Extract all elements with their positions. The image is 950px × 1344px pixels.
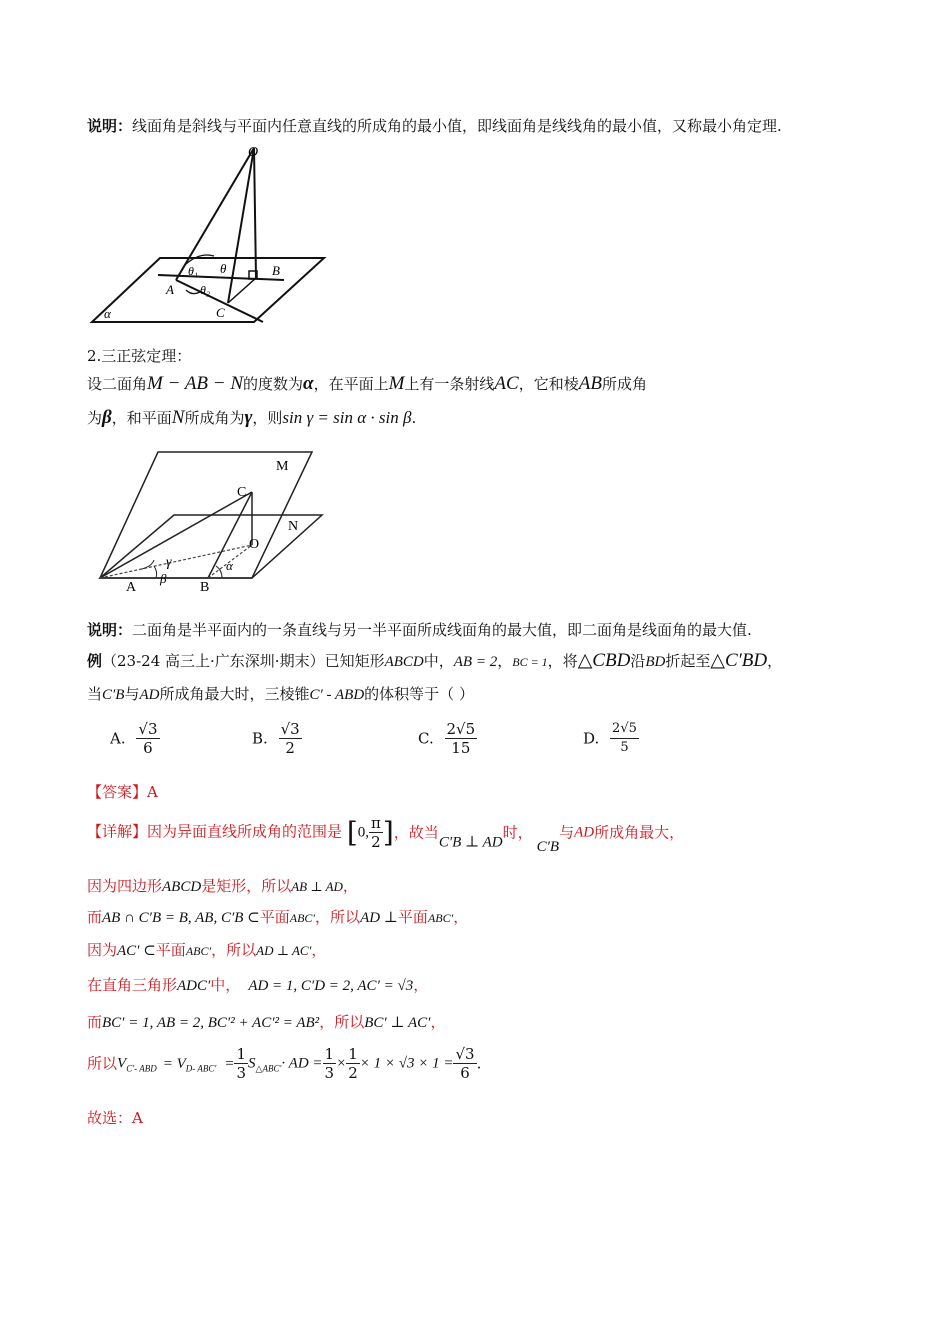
interval-left: 0, — [357, 824, 369, 841]
angle-arc-beta — [154, 566, 157, 578]
label-M: M — [276, 459, 289, 474]
label-B: B — [200, 580, 210, 595]
note-label: 说明： — [87, 621, 133, 639]
label-C: C — [237, 485, 247, 500]
bc-value: BC = 1 — [512, 655, 548, 669]
option-b[interactable] — [252, 720, 302, 757]
text: 设二面角 — [87, 375, 148, 393]
option-letter: A. — [110, 729, 126, 748]
area-subscript: △ABC′ — [255, 1063, 282, 1074]
solution-line-1 — [87, 814, 684, 857]
perp-cb-ad: C′B ⊥ AD — [438, 834, 503, 851]
text: ，所以 — [211, 941, 257, 959]
equals-v: = V — [162, 1055, 186, 1072]
text: ，和平面 — [111, 409, 172, 427]
denominator: 2 — [285, 739, 295, 757]
figure-line-plane-angle — [88, 140, 333, 330]
label-O: O — [248, 145, 259, 160]
denominator: 6 — [460, 1064, 470, 1082]
numerator: π — [371, 814, 381, 832]
ray-AC: AC — [494, 373, 519, 394]
period: . — [476, 1054, 482, 1073]
perp-bc-ac: BC′ ⊥ AC′ — [364, 1015, 431, 1031]
text: 平面 — [155, 941, 186, 959]
subset-expr: AC′ ⊂ — [117, 943, 156, 959]
ad: AD — [139, 687, 160, 703]
lengths-expr: AD = 1, C′D = 2, AC′ = √3 — [248, 978, 414, 994]
text: 所成角为 — [184, 409, 245, 427]
interval-bracket: [ — [346, 815, 358, 849]
section-2-line-2 — [87, 408, 416, 428]
text: 的度数为 — [243, 375, 304, 393]
rect-name: ABCD — [384, 654, 424, 670]
denominator: 3 — [324, 1064, 335, 1082]
solution-line-6 — [87, 1012, 445, 1033]
text: ， — [413, 976, 429, 994]
triangle-adc: ADC′ — [177, 978, 211, 994]
text: 平面 — [397, 908, 428, 926]
note-text: 二面角是半平面内的一条直线与另一半平面所成线面角的最大值，即二面角是线面角的最大值. — [132, 621, 752, 639]
numerator: 1 — [348, 1045, 358, 1063]
ab-value: AB = 2 — [453, 654, 498, 670]
label-alpha: α — [226, 558, 233, 573]
text: ，则 — [252, 409, 283, 427]
figure-three-sines — [96, 448, 331, 598]
text: 所成角 — [601, 375, 647, 393]
alpha-symbol: α — [303, 373, 314, 394]
final-choice: 故选：A — [87, 1109, 143, 1127]
label-O: O — [249, 537, 260, 552]
text: 所成角最大时，三棱锥 — [159, 685, 310, 703]
text: 折起至 — [665, 652, 711, 670]
numerator: √3 — [280, 720, 300, 738]
label-A: A — [166, 282, 174, 297]
text: （23-24 高三上·广东深圳·期末）已知矩形 — [102, 652, 385, 670]
text: ，它和棱 — [518, 375, 579, 393]
text: 而 — [87, 908, 103, 926]
numerator: 2√5 — [446, 720, 476, 738]
plane-M: M — [388, 373, 405, 394]
text: 与 — [559, 823, 575, 842]
text: ， — [311, 941, 327, 959]
dot-ad: · AD = — [281, 1055, 323, 1072]
interval-fraction — [369, 814, 383, 851]
denominator: 5 — [620, 740, 629, 755]
rect-name: ABCD — [162, 879, 202, 895]
text: 因为四边形 — [87, 877, 163, 895]
section-2-line-1 — [87, 374, 647, 394]
answer-value: A — [147, 783, 158, 801]
angle-arc-gamma — [142, 560, 154, 569]
text: ，所以 — [315, 908, 361, 926]
text: ，在平面上 — [313, 375, 389, 393]
intersection-expr: AB ∩ C′B = B, AB, C′B ⊂ — [102, 910, 260, 926]
text: 是矩形，所以 — [201, 877, 292, 895]
volume-subscript: C′- ABD — [126, 1063, 157, 1074]
answer-label: 【答案】 — [87, 783, 148, 801]
label-beta: β — [160, 571, 167, 586]
text: ， — [342, 877, 358, 895]
text: 中， — [423, 652, 454, 670]
text: ， — [430, 1013, 446, 1031]
example-label: 例 — [87, 652, 103, 670]
text: 所成角最大， — [594, 823, 685, 842]
text: . — [411, 409, 417, 427]
bd: BD — [645, 654, 666, 670]
ad: AD — [574, 824, 595, 841]
note-label: 说明： — [87, 117, 133, 135]
text: 中， — [210, 976, 241, 994]
numerator: √3 — [138, 720, 158, 738]
triangle-2: △C′BD — [710, 650, 768, 671]
text: ， — [453, 908, 469, 926]
numerator: 1 — [236, 1045, 247, 1063]
area-symbol: S — [248, 1055, 256, 1072]
option-fraction — [610, 720, 639, 757]
plane-abc: ABC′ — [289, 911, 316, 925]
solution-line-3 — [87, 907, 468, 928]
text: 为 — [87, 409, 103, 427]
text: 的体积等于（ ） — [364, 685, 474, 703]
label-C: C — [216, 305, 225, 320]
label-gamma: γ — [166, 555, 172, 570]
label-theta1: θ₁ — [188, 264, 199, 278]
gamma-symbol: γ — [244, 407, 253, 428]
example-line-1 — [87, 651, 782, 672]
option-letter: B. — [252, 729, 268, 748]
label-theta2: θ₂ — [200, 283, 211, 297]
plane-abc: ABC′ — [427, 911, 454, 925]
cb: C′B — [102, 687, 125, 703]
text: ， — [767, 652, 783, 670]
text: 与 — [124, 685, 140, 703]
note-2 — [87, 620, 752, 640]
product: × 1 × √3 × 1 = — [359, 1055, 454, 1072]
numerator: 2√5 — [610, 720, 639, 739]
denominator: 2 — [348, 1064, 358, 1082]
text: 因为异面直线所成角的范围是 — [147, 822, 343, 841]
option-c[interactable] — [418, 720, 477, 757]
edge-AB: AB — [578, 373, 602, 394]
section-2-title: 2.三正弦定理： — [87, 347, 192, 365]
plane-N: N — [171, 407, 185, 428]
solution-line-4 — [87, 940, 326, 961]
option-letter: D. — [583, 729, 600, 748]
numerator: √3 — [455, 1045, 475, 1063]
option-fraction — [136, 720, 159, 757]
dihedral-expr: M − AB − N — [147, 373, 244, 394]
answer — [87, 782, 158, 802]
volume-symbol: V — [117, 1055, 127, 1072]
plane-abc: ABC′ — [185, 944, 212, 958]
option-a[interactable] — [110, 720, 160, 757]
text: ，将 — [547, 652, 578, 670]
label-N: N — [288, 519, 299, 534]
option-d[interactable] — [583, 720, 639, 757]
sine-formula: sin γ = sin α · sin β — [282, 408, 412, 427]
beta-symbol: β — [102, 407, 112, 428]
numerator: 1 — [324, 1045, 335, 1063]
fraction-one-third — [234, 1045, 248, 1082]
times: × — [336, 1055, 347, 1072]
text: 上有一条射线 — [404, 375, 495, 393]
label-B: B — [272, 263, 280, 278]
text: 时， — [502, 823, 533, 842]
example-line-2 — [87, 684, 474, 705]
interval-bracket: ] — [382, 815, 394, 849]
solution-line-2 — [87, 876, 358, 897]
perp-ab-ad: AB ⊥ AD — [291, 879, 343, 894]
perp-ad: AD ⊥ — [360, 910, 398, 926]
text: 沿 — [630, 652, 646, 670]
denominator: 2 — [371, 833, 381, 851]
pythagoras-expr: BC′ = 1, AB = 2, BC′² + AC′² = AB² — [102, 1015, 320, 1031]
option-fraction — [279, 720, 302, 757]
option-fraction — [445, 720, 478, 757]
note-text: 线面角是斜线与平面内任意直线的所成角的最小值，即线面角是线线角的最小值，又称最小角定理. — [132, 117, 782, 135]
text: 因为 — [87, 941, 118, 959]
denominator: 3 — [236, 1064, 247, 1082]
text: 而 — [87, 1013, 103, 1031]
text: ，故当 — [393, 823, 439, 842]
fraction-one-third — [323, 1045, 337, 1082]
label-alpha: α — [104, 306, 111, 321]
solution-line-7 — [87, 1045, 481, 1082]
fraction-result — [453, 1045, 476, 1082]
label-theta: θ — [220, 261, 227, 276]
volume-subscript: D- ABC′ — [185, 1063, 217, 1074]
label-A: A — [126, 580, 137, 595]
fraction-one-half — [346, 1045, 360, 1082]
text: 当 — [87, 685, 103, 703]
cb: C′B — [536, 838, 560, 855]
text: 在直角三角形 — [87, 976, 178, 994]
solution-line-5 — [87, 975, 428, 996]
triangle-1: △CBD — [577, 650, 631, 671]
equals: = — [224, 1055, 235, 1072]
perp-ad-ac: AD ⊥ AC′ — [256, 943, 312, 958]
option-letter: C. — [418, 729, 434, 748]
pyramid: C′ - ABD — [309, 687, 365, 703]
text: ， — [497, 652, 513, 670]
text: 平面 — [259, 908, 290, 926]
denominator: 15 — [451, 739, 471, 757]
solution-label: 【详解】 — [87, 822, 148, 841]
denominator: 6 — [143, 739, 153, 757]
text: ，所以 — [319, 1013, 365, 1031]
note-1 — [87, 116, 782, 136]
text: 所以 — [87, 1054, 118, 1073]
